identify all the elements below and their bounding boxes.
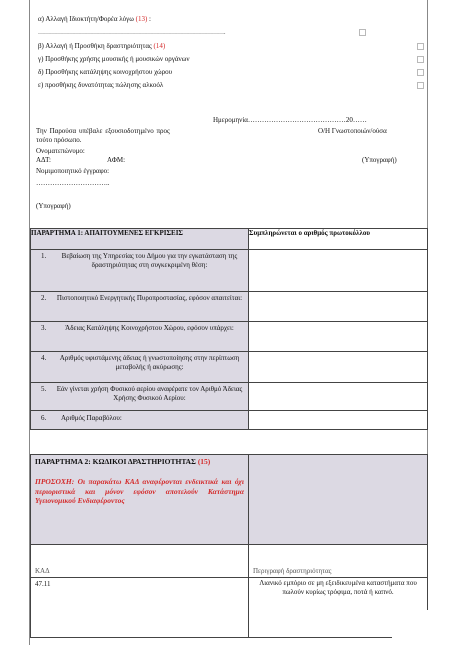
- kad-column-header: ΚΑΔ: [31, 545, 249, 578]
- declaration-line2: τούτο πρόσωπο.: [36, 136, 82, 144]
- annex1-title: ΠΑΡΑΡΤΗΜΑ 1: ΑΠΑΙΤΟΥΜΕΝΕΣ ΕΓΚΡΙΣΕΙΣ: [31, 229, 249, 250]
- option-e: ε) προσθήκης δυνατότητας πώλησης αλκοόλ: [38, 81, 164, 89]
- declaration-line1-right: Ο/Η Γνωστοποιών/ούσα: [318, 127, 387, 135]
- option-a: α) Αλλαγή Ιδιοκτήτη/Φορέα λόγω (13) :: [38, 15, 151, 23]
- annex1-item-3: 3. Άδειας Κατάληψης Κοινοχρήστου Χώρου, εφόσον υπάρχει:: [31, 322, 249, 352]
- option-a-checkbox[interactable]: [359, 29, 366, 36]
- annex1-input-1[interactable]: [249, 250, 428, 292]
- declaration-line1-left: Την Παρούσα υπέβαλε εξουσιοδοτημένο προς: [36, 127, 170, 135]
- annex1-input-4[interactable]: [249, 352, 428, 383]
- annex1-input-6[interactable]: [249, 411, 428, 430]
- annex1-table: [30, 228, 428, 430]
- description-column-header: Περιγραφή δραστηριότητας: [249, 545, 428, 578]
- signature-label: (Υπογραφή): [362, 156, 397, 164]
- annex1-protocol-header: Συμπληρώνεται ο αριθμός πρωτοκόλλου: [249, 229, 428, 250]
- annex2-warning: ΠΡΟΣΟΧΗ: Οι παρακάτω ΚΑΔ αναφέρονται ενδεικτικά και όχι περιοριστικά και μόνον εφόσον αποτελούν Κατάστημα Υγειονομικού Ενδιαφέροντος: [35, 477, 244, 505]
- annex1-input-3[interactable]: [249, 322, 428, 352]
- option-d-checkbox[interactable]: [417, 69, 424, 76]
- option-b-checkbox[interactable]: [417, 43, 424, 50]
- annex2-header-right: [249, 455, 428, 545]
- declaration-name-label: Ονοματεπώνυμο:: [36, 147, 85, 155]
- annex1-item-5: 5. Εάν γίνεται χρήση Φυσικού αερίου αναφέρατε τον Αριθμό Άδειας Χρήσης Φυσικού Αερίου:: [31, 383, 249, 411]
- option-c: γ) Προσθήκης χρήσης μουσικής ή μουσικών οργάνων: [38, 55, 190, 63]
- option-c-checkbox[interactable]: [417, 56, 424, 63]
- annex2-title: ΠΑΡΑΡΤΗΜΑ 2: ΚΩΔΙΚΟΙ ΔΡΑΣΤΗΡΙΟΤΗΤΑΣ (15): [35, 457, 211, 466]
- annex1-item-2: 2. Πιστοποιητικό Ενεργητικής Πυροπροστασίας, εφόσον απαιτείται:: [31, 292, 249, 322]
- option-e-checkbox[interactable]: [417, 82, 424, 89]
- adt-label: ΑΔΤ:: [36, 156, 51, 164]
- signature-label-2: (Υπογραφή): [36, 202, 71, 210]
- afm-label: ΑΦΜ:: [107, 156, 126, 164]
- annex2-table: [30, 454, 428, 638]
- option-a-dots: ………………………………………………………………………………….: [38, 30, 226, 36]
- annex2-header-cell: [31, 455, 249, 545]
- kad-description-cell: Λιανικό εμπόριο σε μη εξειδικευμένα καταστήματα που πωλούν κυρίως τρόφιμα, ποτά ή καπνό.: [249, 578, 428, 638]
- option-d: δ) Προσθήκης κατάληψης κοινοχρήστου χώρου: [38, 68, 173, 76]
- corner-mask: [392, 610, 442, 645]
- legal-doc-dots: …………………………..: [36, 179, 110, 187]
- date-line: Ημερομηνία……………………………………20……: [213, 116, 367, 124]
- annex1-item-6: 6. Αριθμός Παραβόλου:: [31, 411, 249, 430]
- legal-doc-label: Νομιμοποιητικό έγγραφο:: [36, 167, 110, 175]
- option-b: β) Αλλαγή ή Προσθήκη δραστηριότητας (14): [38, 42, 166, 50]
- annex1-input-5[interactable]: [249, 383, 428, 411]
- kad-code-cell: 47.11: [31, 578, 249, 638]
- annex1-item-4: 4. Αριθμός υφιστάμενης άδειας ή γνωστοποίησης στην περίπτωση μεταβολής ή ακύρωσης:: [31, 352, 249, 383]
- annex1-input-2[interactable]: [249, 292, 428, 322]
- annex1-item-1: 1. Βεβαίωση της Υπηρεσίας του Δήμου για την εγκατάσταση της δραστηριότητας στη συγκεκριμένη θέση:: [31, 250, 249, 292]
